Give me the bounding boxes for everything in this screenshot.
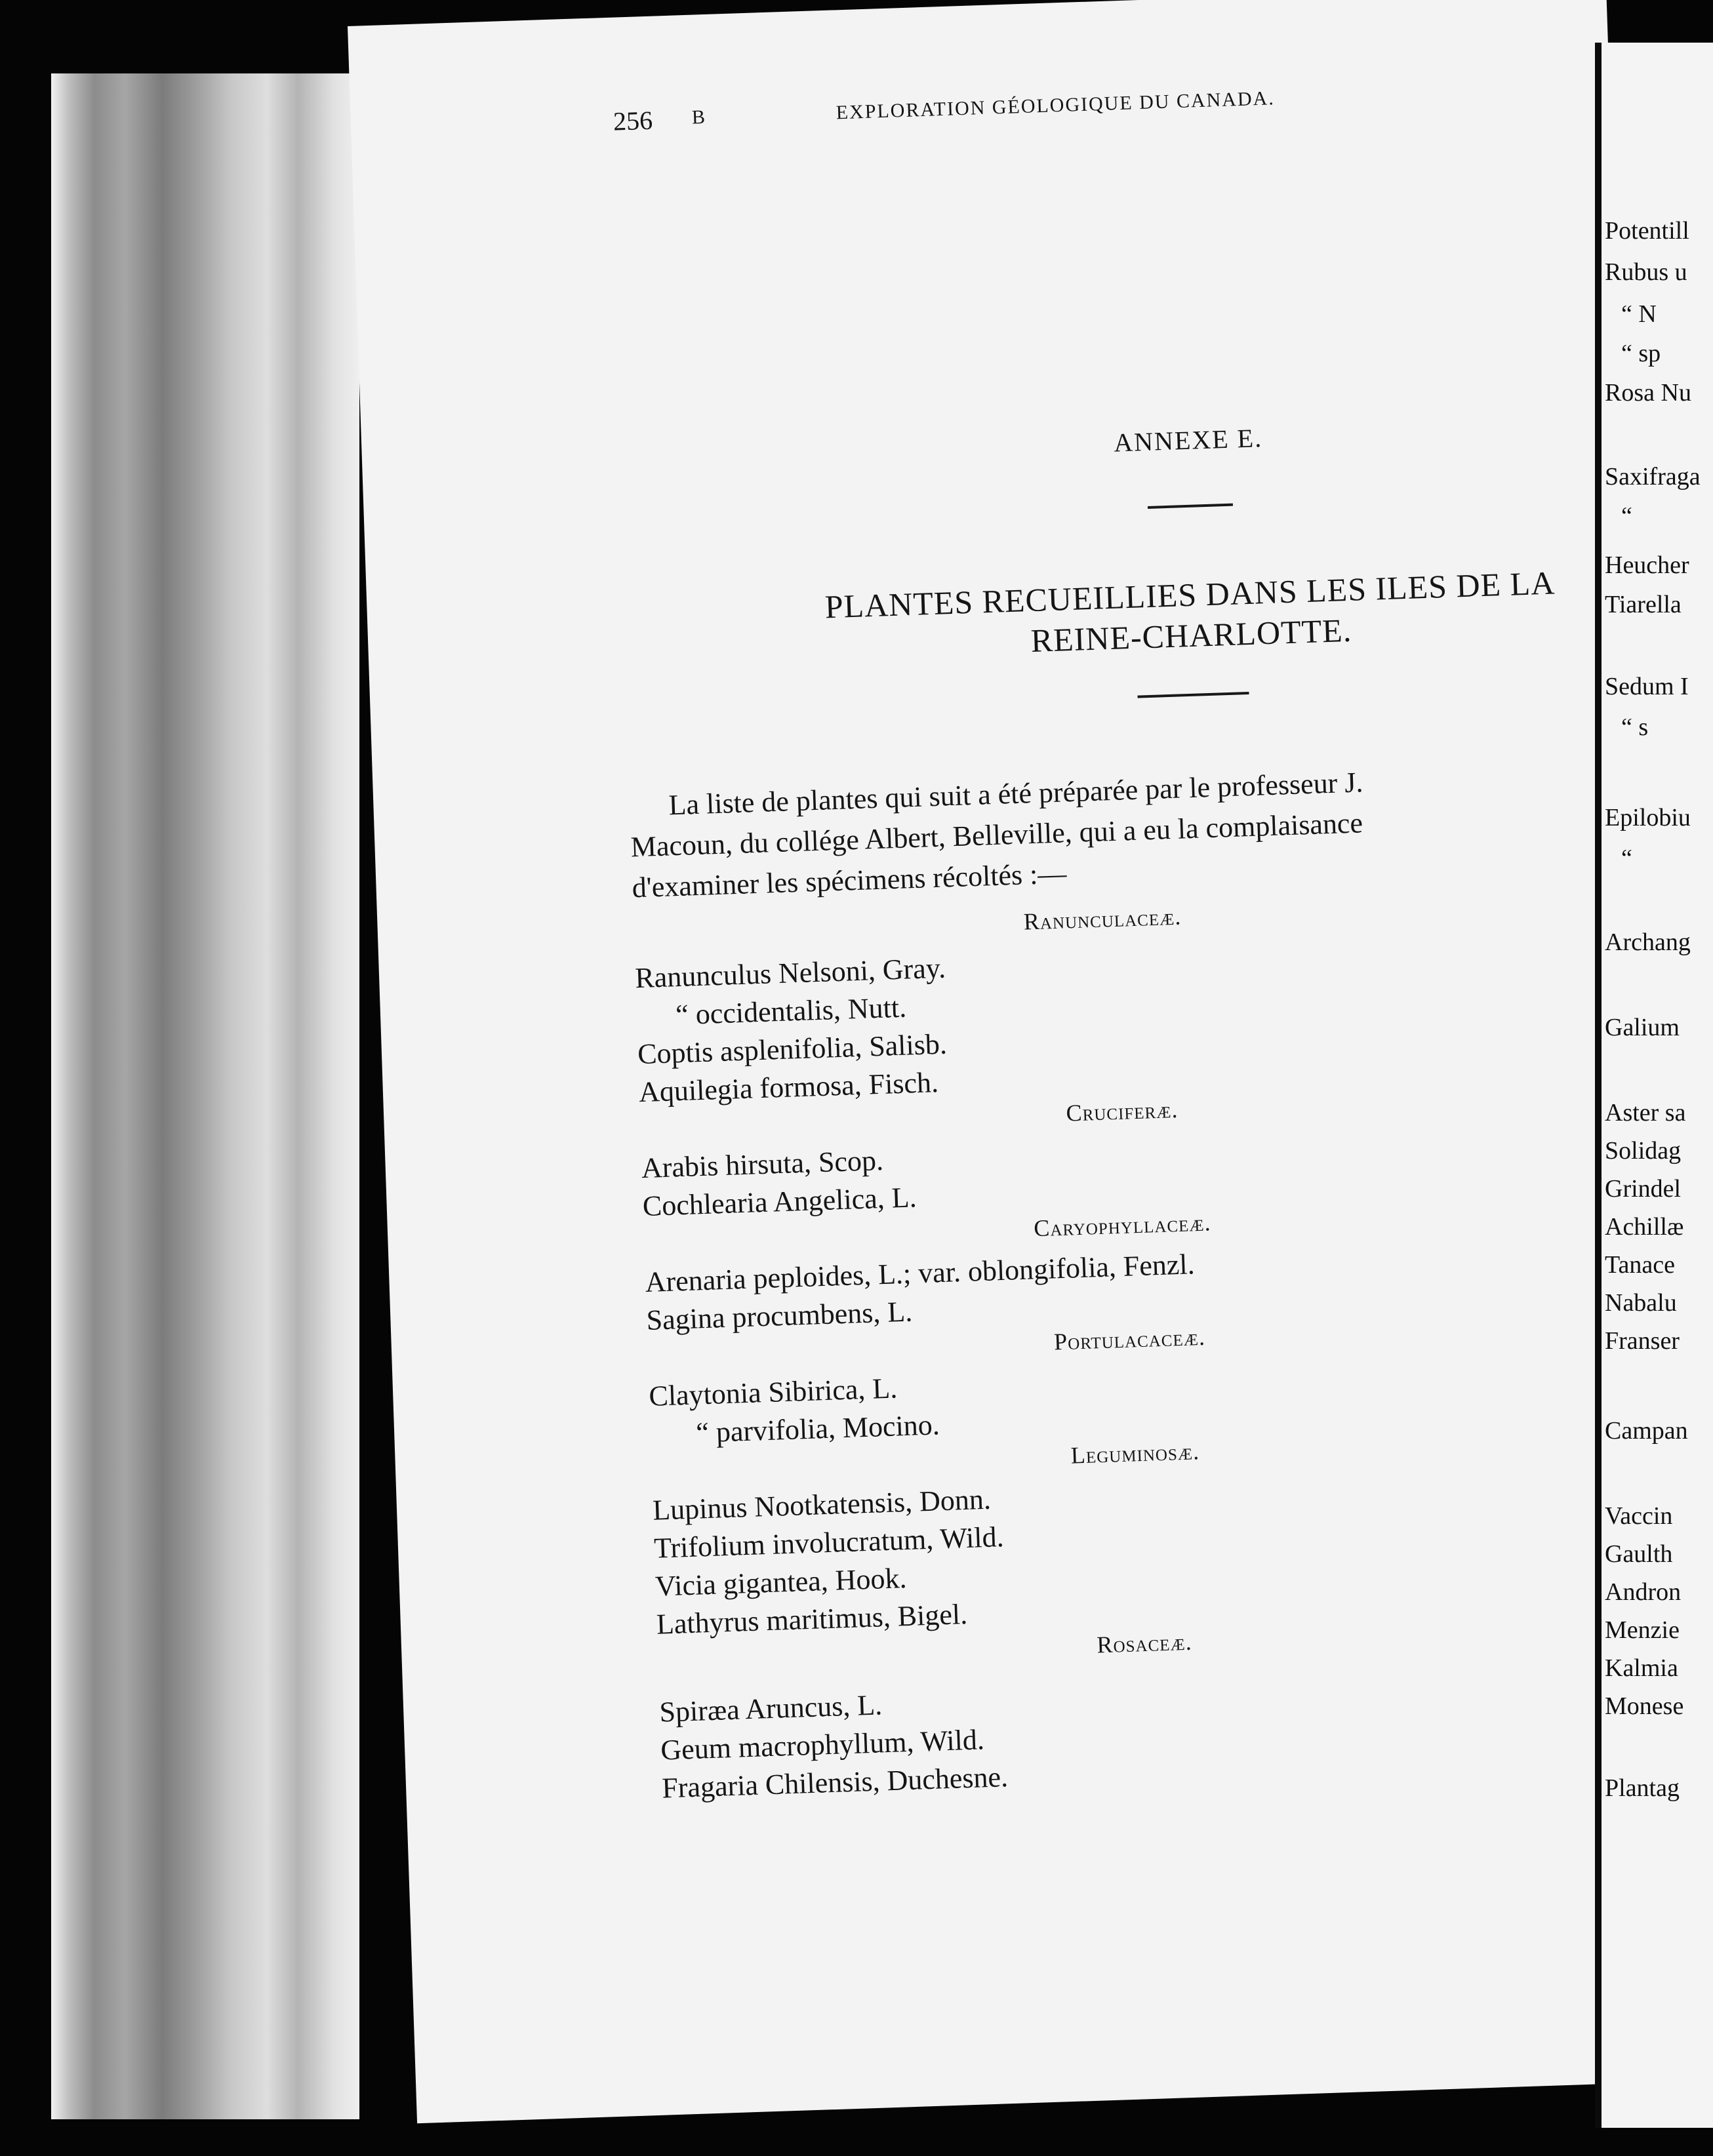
right-page-text: Kalmia bbox=[1605, 1654, 1678, 1682]
family-heading: Ranunculaceæ. bbox=[1023, 903, 1182, 935]
right-page-text: Heucher bbox=[1605, 551, 1689, 579]
right-page-text: Nabalu bbox=[1605, 1289, 1677, 1317]
intro-line: Macoun, du collége Albert, Belleville, qui a eu la complaisance bbox=[630, 807, 1363, 864]
species-entry: “ occidentalis, Nutt. bbox=[675, 991, 907, 1031]
right-page-text: Rosa Nu bbox=[1605, 379, 1691, 407]
right-page-text: Tiarella bbox=[1605, 591, 1682, 618]
right-page-text: “ sp bbox=[1621, 340, 1661, 367]
right-page-text: Menzie bbox=[1605, 1616, 1680, 1644]
right-page-text: “ bbox=[1621, 502, 1632, 530]
right-page-text: Galium bbox=[1605, 1014, 1680, 1041]
species-entry: Coptis asplenifolia, Salisb. bbox=[637, 1028, 948, 1071]
divider-rule bbox=[1148, 504, 1233, 509]
right-page-text: Epilobiu bbox=[1605, 804, 1691, 831]
main-heading-line-2: REINE-CHARLOTTE. bbox=[1030, 611, 1353, 659]
species-entry: Ranunculus Nelsoni, Gray. bbox=[634, 951, 946, 995]
species-entry: “ parvifolia, Mocino. bbox=[695, 1408, 940, 1449]
main-heading-line-1: PLANTES RECUEILLIES DANS LES ILES DE LA bbox=[824, 564, 1556, 626]
species-entry: Fragaria Chilensis, Duchesne. bbox=[661, 1761, 1009, 1805]
family-heading: Cruciferæ. bbox=[1065, 1096, 1179, 1127]
species-entry: Lathyrus maritimus, Bigel. bbox=[656, 1598, 968, 1641]
right-page-text: Sedum I bbox=[1605, 673, 1689, 700]
family-heading: Rosaceæ. bbox=[1096, 1628, 1193, 1658]
right-page-text: Aster sa bbox=[1605, 1099, 1686, 1127]
right-page-text: Saxifraga bbox=[1605, 463, 1701, 490]
right-page-fragment bbox=[1595, 43, 1713, 2128]
right-page-text: Gaulth bbox=[1605, 1540, 1673, 1568]
species-entry: Claytonia Sibirica, L. bbox=[648, 1372, 898, 1412]
species-entry: Vicia gigantea, Hook. bbox=[655, 1562, 908, 1603]
family-heading: Leguminosæ. bbox=[1070, 1438, 1200, 1469]
intro-line: La liste de plantes qui suit a été préparée par le professeur J. bbox=[668, 766, 1364, 822]
right-page-text: Potentill bbox=[1605, 217, 1689, 245]
right-page-text: Rubus u bbox=[1605, 258, 1687, 286]
page-number: 256 bbox=[613, 105, 653, 136]
right-page-text: Achillæ bbox=[1605, 1213, 1684, 1241]
right-page-text: Archang bbox=[1605, 928, 1691, 956]
left-page bbox=[348, 0, 1676, 2123]
right-page-text: Franser bbox=[1605, 1327, 1680, 1355]
right-page-text: Andron bbox=[1605, 1578, 1682, 1606]
species-entry: Aquilegia formosa, Fisch. bbox=[638, 1066, 939, 1109]
family-heading: Caryophyllaceæ. bbox=[1033, 1209, 1212, 1242]
divider-rule bbox=[1138, 692, 1249, 698]
species-entry: Cochlearia Angelica, L. bbox=[642, 1181, 917, 1223]
species-entry: Spiræa Aruncus, L. bbox=[658, 1688, 883, 1728]
right-page-text: “ s bbox=[1621, 713, 1649, 741]
species-entry: Geum macrophyllum, Wild. bbox=[660, 1723, 985, 1767]
right-page-text: Plantag bbox=[1605, 1774, 1680, 1802]
right-page-text: “ bbox=[1621, 845, 1632, 872]
species-entry: Trifolium involucratum, Wild. bbox=[653, 1521, 1005, 1565]
annex-title: ANNEXE E. bbox=[1113, 423, 1263, 458]
species-entry: Lupinus Nootkatensis, Donn. bbox=[652, 1483, 992, 1527]
right-page-text: “ N bbox=[1621, 300, 1657, 328]
family-heading: Portulacaceæ. bbox=[1053, 1323, 1206, 1355]
right-page-text: Grindel bbox=[1605, 1175, 1682, 1203]
running-title: EXPLORATION GÉOLOGIQUE DU CANADA. bbox=[836, 87, 1276, 124]
right-page-text: Vaccin bbox=[1605, 1502, 1673, 1530]
right-page-text: Tanace bbox=[1605, 1251, 1676, 1279]
intro-line: d'examiner les spécimens récoltés :— bbox=[631, 857, 1068, 904]
right-page-text: Monese bbox=[1605, 1692, 1684, 1720]
right-page-text: Solidag bbox=[1605, 1137, 1682, 1165]
book-page-edge bbox=[51, 73, 359, 2119]
right-page-text: Campan bbox=[1605, 1417, 1688, 1445]
section-letter: B bbox=[691, 106, 706, 129]
species-entry: Arabis hirsuta, Scop. bbox=[641, 1144, 884, 1185]
species-entry: Sagina procumbens, L. bbox=[645, 1295, 913, 1336]
species-entry: Arenaria peploides, L.; var. oblongifolia, Fenzl. bbox=[644, 1248, 1196, 1298]
